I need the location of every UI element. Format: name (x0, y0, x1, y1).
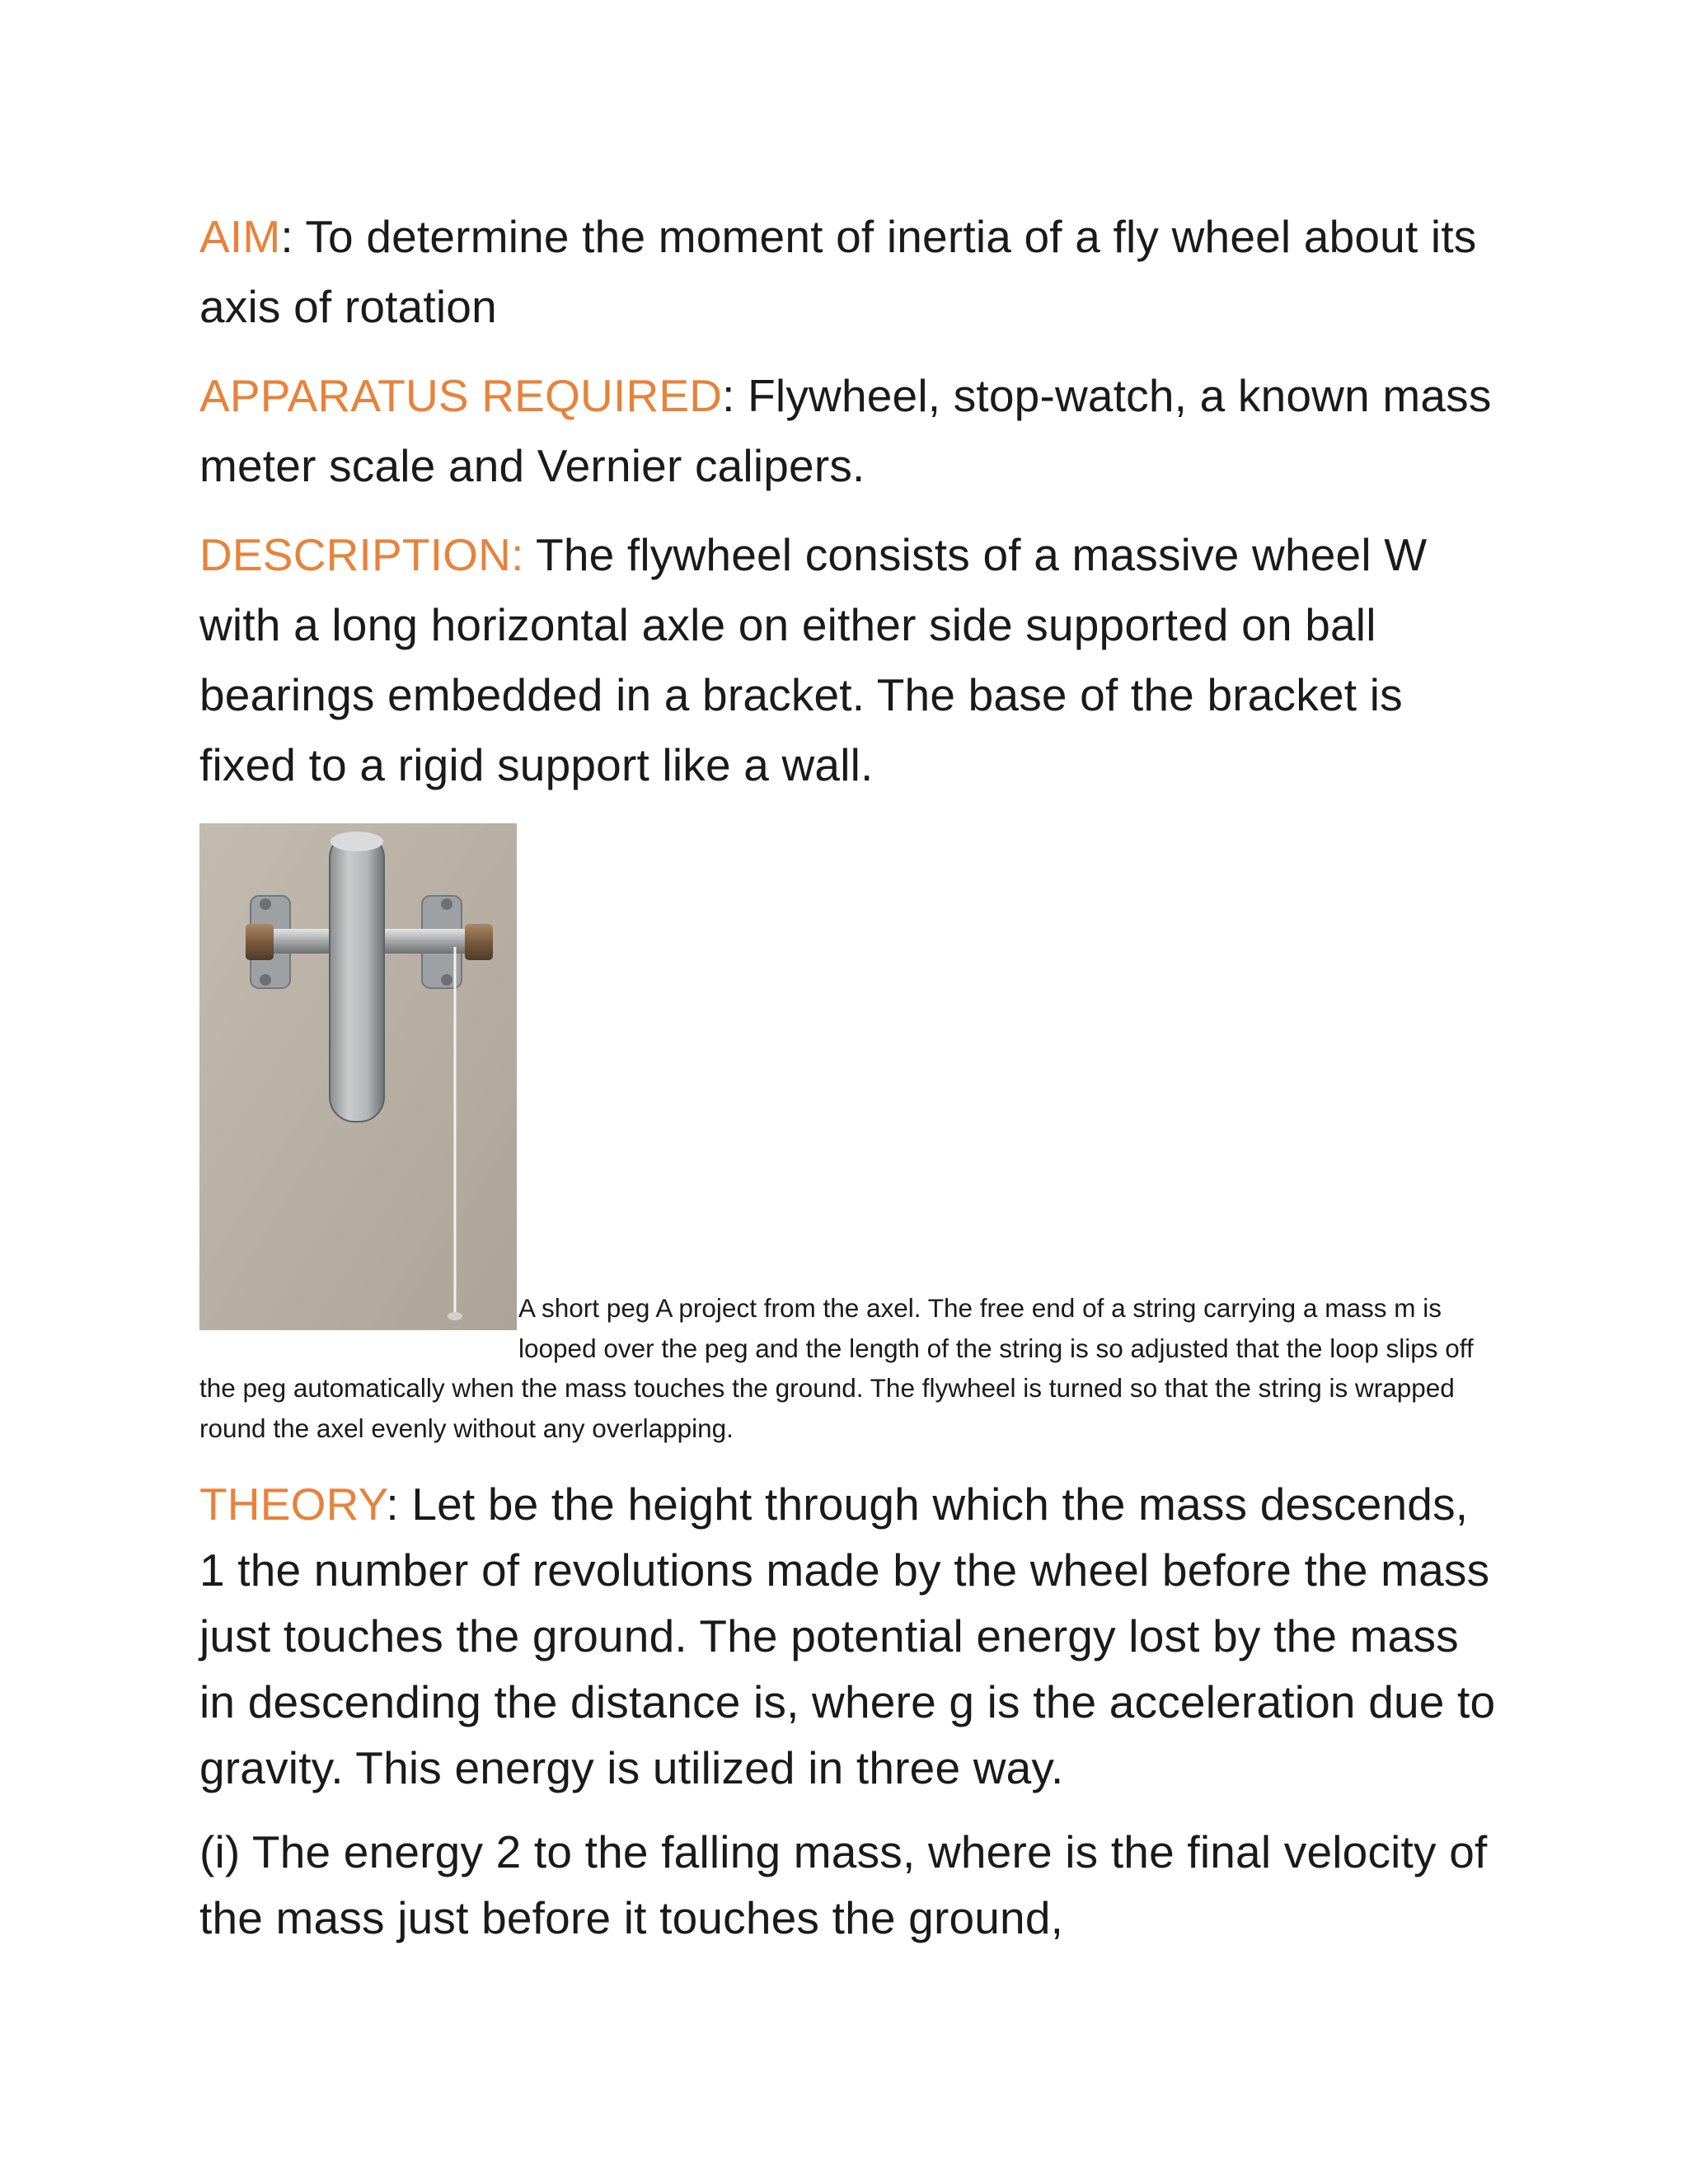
flywheel-photo (199, 823, 517, 1330)
aim-paragraph (199, 202, 1502, 342)
figure-caption: A short peg A project from the axel. The free end of a string carrying a mass m is looped over the peg and the length of the string is so adjusted that the loop slips off the peg automatically when the mass touches the ground. The flywheel is turned so that the string is wrapped round the axel evenly without any overlapping. (199, 1293, 1474, 1443)
description-paragraph (199, 520, 1502, 800)
apparatus-paragraph (199, 361, 1502, 501)
aim-text: : To determine the moment of inertia of a fly wheel about its axis of rotation (199, 211, 1477, 332)
apparatus-heading: APPARATUS REQUIRED (199, 370, 723, 421)
figure-block (199, 823, 1502, 1448)
theory-paragraph (199, 1471, 1502, 1801)
description-text: The flywheel consists of a massive wheel W with a long horizontal axle on either side supported on ball bearings embedded in a bracket. The base of the bracket is fixed to a rigid support like a wall. (199, 529, 1428, 790)
document-page (199, 202, 1502, 1951)
apparatus-text: : Flywheel, stop-watch, a known mass meter scale and Vernier calipers. (199, 370, 1492, 491)
aim-heading: AIM (199, 211, 281, 262)
energy-item-1: (i) The energy 2 to the falling mass, where is the final velocity of the mass just before it touches the ground, (199, 1826, 1488, 1943)
theory-heading: THEORY (199, 1479, 387, 1530)
theory-text: : Let be the height through which the mass descends, 1 the number of revolutions made by the wheel before the mass just touches the ground. The potential energy lost by the mass in descending the distance is, where g is the acceleration due to gravity. This energy is utilized in three way. (199, 1479, 1496, 1793)
description-heading: DESCRIPTION: (199, 529, 524, 580)
